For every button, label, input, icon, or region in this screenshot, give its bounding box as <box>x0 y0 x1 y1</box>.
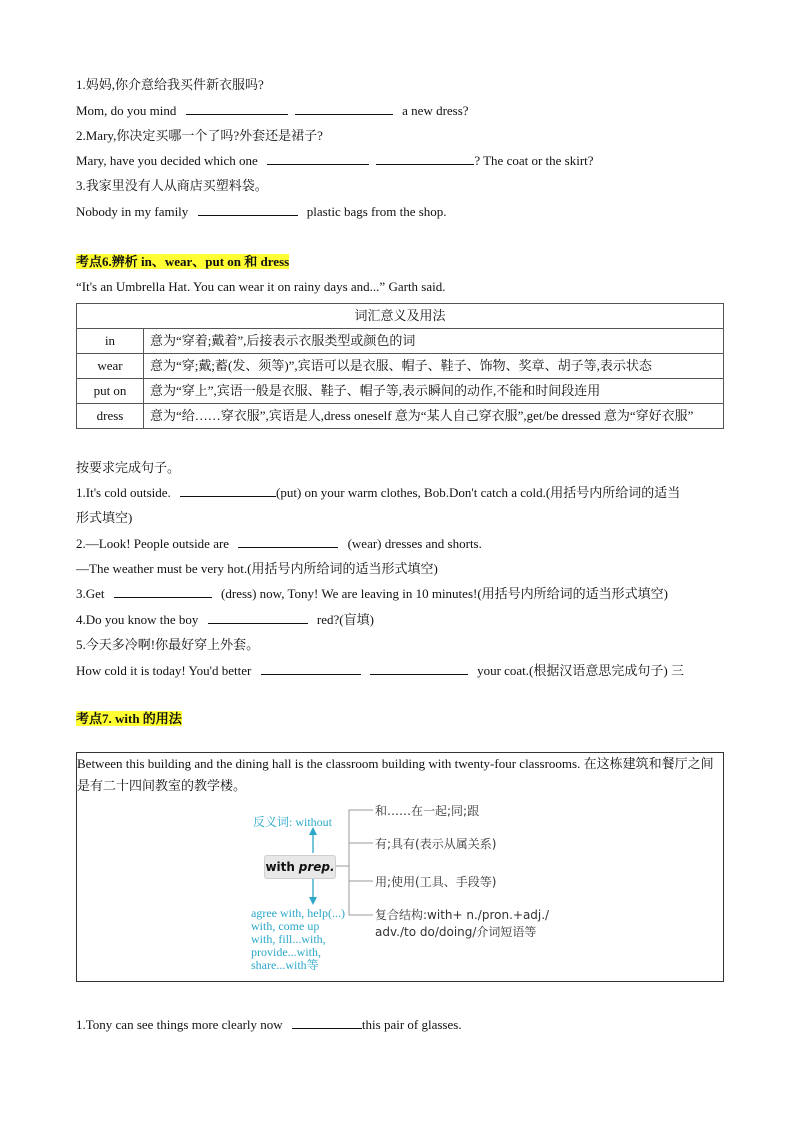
term-cell: wear <box>77 354 144 379</box>
center-pos: prep. <box>298 860 335 874</box>
q2-english <box>76 152 594 170</box>
term-cell: in <box>77 329 144 354</box>
related-phrases <box>251 907 345 972</box>
e1-text-b: (put) on your warm clothes, Bob.Don't catch a cold.(用括号内所给词的适当 <box>276 485 681 500</box>
desc-cell: 意为“给……穿衣服”,宾语是人,dress oneself 意为“某人自己穿衣服”,get/be dressed 意为“穿好衣服” <box>144 404 724 429</box>
section6-title <box>76 253 289 271</box>
exercise-2-reply: —The weather must be very hot.(用括号内所给词的适当形式填空) <box>76 561 438 576</box>
branch-meaning-3: 用;使用(工具、手段等) <box>375 875 497 889</box>
phrases-arrowhead <box>309 897 317 905</box>
phrase-line: provide...with, <box>251 945 321 959</box>
q2-blank-2[interactable] <box>376 152 474 165</box>
desc-cell: 意为“穿着;戴着”,后接表示衣服类型或颜色的词 <box>144 329 724 354</box>
branch-line-2: adv./to do/doing/介词短语等 <box>375 925 537 939</box>
table-row <box>77 329 724 354</box>
with-diagram <box>77 753 725 983</box>
q1-blank-2[interactable] <box>295 102 393 115</box>
vocab-table <box>76 303 724 429</box>
term-cell: dress <box>77 404 144 429</box>
q3-text-a: Nobody in my family <box>76 204 189 219</box>
q2-chinese: 2.Mary,你决定买哪一个了吗?外套还是裙子? <box>76 128 323 143</box>
e2-text-a: 2.—Look! People outside are <box>76 536 230 551</box>
q3-chinese: 3.我家里没有人从商店买塑料袋。 <box>76 178 268 193</box>
e3-text-a: 3.Get <box>76 586 105 601</box>
e1-text-a: 1.It's cold outside. <box>76 485 171 500</box>
e3-blank[interactable] <box>114 585 212 598</box>
antonym-label: 反义词: without <box>253 815 333 829</box>
desc-cell: 意为“穿上”,宾语一般是衣服、鞋子、帽子等,表示瞬间的动作,不能和时间段连用 <box>144 379 724 404</box>
ex1-blank[interactable] <box>292 1016 362 1029</box>
q3-blank[interactable] <box>198 203 298 216</box>
q1-english <box>76 102 469 120</box>
q1-text-a: Mom, do you mind <box>76 103 177 118</box>
vocab-table-header-row <box>77 304 724 329</box>
instruction: 按要求完成句子。 <box>76 460 181 475</box>
e3-text-b: (dress) now, Tony! We are leaving in 10 minutes!(用括号内所给词的适当形式填空) <box>221 586 668 601</box>
e1-blank[interactable] <box>180 484 276 497</box>
branch-meaning-2: 有;具有(表示从属关系) <box>375 837 497 851</box>
phrase-line: with, fill...with, <box>251 932 326 946</box>
branch-line-1: 复合结构:with+ n./pron.+adj./ <box>375 908 550 922</box>
exercise-5-chinese: 5.今天多冷啊!你最好穿上外套。 <box>76 637 260 652</box>
phrase-line: agree with, help(...) <box>251 906 345 920</box>
branch-lines <box>333 810 373 915</box>
e2-blank[interactable] <box>238 535 338 548</box>
table-row <box>77 404 724 429</box>
exercise-1 <box>76 484 680 502</box>
q1-chinese: 1.妈妈,你介意给我买件新衣服吗? <box>76 77 264 92</box>
e4-text-a: 4.Do you know the boy <box>76 612 199 627</box>
table-row <box>77 354 724 379</box>
with-usage-box <box>76 752 724 982</box>
section7-title-text: 考点7. with 的用法 <box>76 711 182 726</box>
branch-meaning-1: 和……在一起;同;跟 <box>375 804 480 818</box>
section7-title <box>76 710 182 728</box>
phrase-line: share...with等 <box>251 958 319 972</box>
e4-text-b: red?(盲填) <box>316 612 374 627</box>
section7-exercise-1 <box>76 1016 462 1034</box>
q3-english <box>76 203 447 221</box>
q2-text-b: ? The coat or the skirt? <box>474 153 594 168</box>
q3-text-b: plastic bags from the shop. <box>306 204 447 219</box>
exercise-4 <box>76 611 374 629</box>
ex1-text-a: 1.Tony can see things more clearly now <box>76 1017 283 1032</box>
q2-blank-1[interactable] <box>267 152 369 165</box>
center-word: with <box>265 860 295 874</box>
q1-text-b: a new dress? <box>402 103 469 118</box>
e4-blank[interactable] <box>208 611 308 624</box>
section6-quote: “It's an Umbrella Hat. You can wear it on rainy days and...” Garth said. <box>76 279 446 294</box>
exercise-1-cont: 形式填空) <box>76 510 133 525</box>
e5-text-a: How cold it is today! You'd better <box>76 663 252 678</box>
vocab-table-header: 词汇意义及用法 <box>77 304 724 329</box>
desc-cell: 意为“穿;戴;蓄(发、须等)”,宾语可以是衣服、帽子、鞋子、饰物、奖章、胡子等,表示状态 <box>144 354 724 379</box>
ex1-text-b: this pair of glasses. <box>361 1017 462 1032</box>
exercise-5 <box>76 662 684 680</box>
section6-title-text: 考点6.辨析 in、wear、put on 和 dress <box>76 254 290 269</box>
table-row <box>77 379 724 404</box>
e5-text-b: your coat.(根据汉语意思完成句子) 三 <box>477 663 684 678</box>
e2-text-b: (wear) dresses and shorts. <box>347 536 482 551</box>
exercise-3 <box>76 585 668 603</box>
q1-blank-1[interactable] <box>186 102 288 115</box>
e5-blank-2[interactable] <box>370 662 468 675</box>
e5-blank-1[interactable] <box>261 662 361 675</box>
q2-text-a: Mary, have you decided which one <box>76 153 258 168</box>
with-intro-sentence: Between this building and the dining hall is the classroom building with twenty-four classrooms. 在这栋建筑和餐厅之间是有二十四间教室的教学楼。 <box>77 756 714 793</box>
with-prep-node <box>264 855 336 879</box>
branch-meaning-4 <box>375 907 549 941</box>
exercise-2 <box>76 535 482 553</box>
term-cell: put on <box>77 379 144 404</box>
phrase-line: with, come up <box>251 919 320 933</box>
